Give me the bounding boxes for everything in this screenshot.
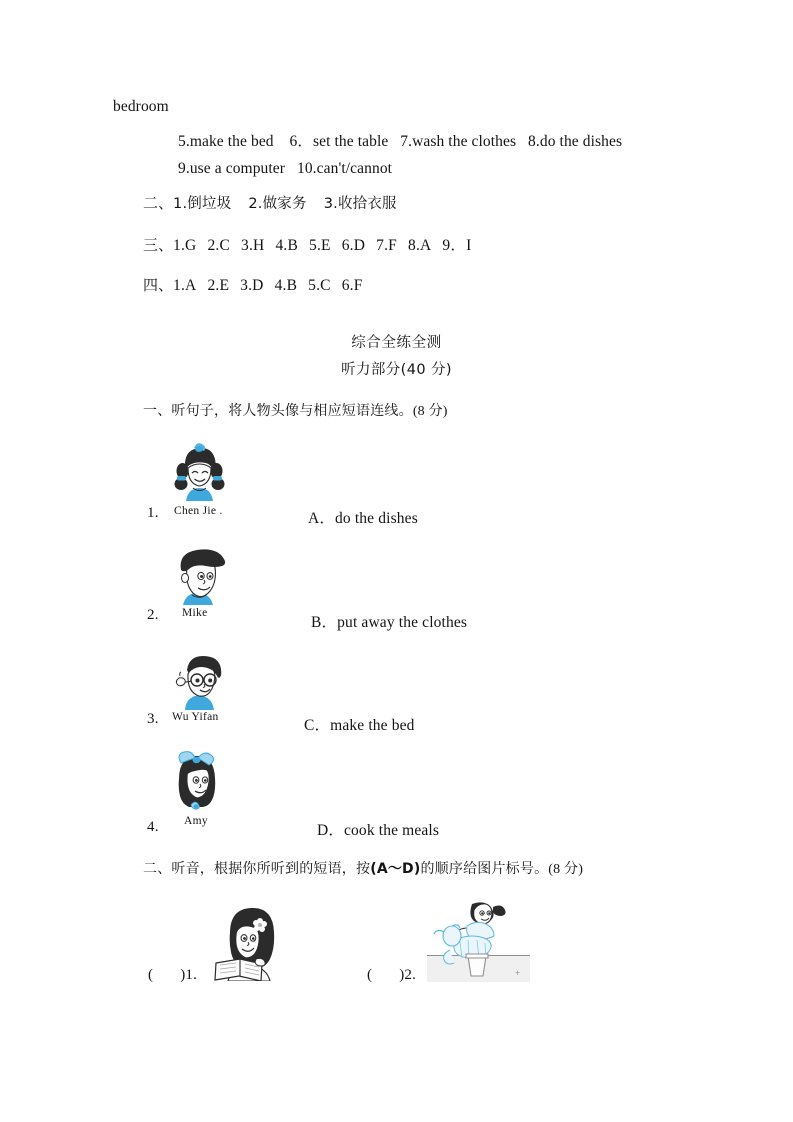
match-item-4-name: Amy bbox=[184, 815, 208, 827]
match-item-3-number: 3. bbox=[147, 711, 159, 727]
answer-slot-1-close-paren: ) bbox=[180, 967, 186, 983]
question-2-prompt bbox=[143, 858, 583, 878]
answer-key-section-2 bbox=[143, 192, 397, 213]
answer-key-continuation-line-1: 5.make the bed 6．set the table 7.wash the clothes 8.do the dishes bbox=[178, 133, 623, 150]
chen-jie-avatar bbox=[172, 441, 227, 501]
test-subtitle: 听力部分(40 分) bbox=[341, 362, 452, 378]
answer-key-section-3-item-5: 5.E bbox=[309, 237, 331, 254]
match-item-4-number: 4. bbox=[147, 819, 159, 835]
match-option-c: C．make the bed bbox=[304, 717, 415, 734]
answer-key-section-4-item-5: 5.C bbox=[308, 277, 331, 294]
answer-key-leading-word: bedroom bbox=[113, 98, 169, 115]
answer-key-section-4-item-1: 1.A bbox=[173, 277, 197, 294]
question-1-prompt bbox=[143, 400, 448, 420]
answer-key-section-4-item-4: 4.B bbox=[274, 277, 298, 294]
question-2-text-a: 听音，根据你所听到的短语，按 bbox=[171, 861, 371, 877]
question-1-text: 听句子，将人物头像与相应短语连线。 bbox=[171, 403, 413, 419]
answer-key-section-2-item-2: 2.做家务 bbox=[248, 196, 307, 212]
match-item-1-number: 1. bbox=[147, 505, 159, 521]
answer-key-section-2-item-1: 1.倒垃圾 bbox=[173, 196, 232, 212]
match-option-a: A．do the dishes bbox=[308, 510, 418, 527]
answer-key-section-3-item-1: 1.G bbox=[173, 237, 197, 254]
answer-key-section-3-item-9: 9．I bbox=[442, 237, 472, 254]
amy-avatar bbox=[168, 749, 224, 811]
girl-reading-book-picture bbox=[208, 903, 286, 981]
answer-key-section-4 bbox=[143, 274, 363, 295]
answer-key-section-3 bbox=[143, 233, 471, 255]
answer-key-section-4-item-3: 3.D bbox=[240, 277, 264, 294]
question-1-points: (8 分) bbox=[412, 404, 448, 419]
question-2-points: (8 分) bbox=[548, 862, 584, 877]
answer-key-section-3-item-4: 4.B bbox=[275, 237, 299, 254]
wu-yifan-avatar bbox=[170, 650, 228, 710]
answer-slot-2-open-paren: ( bbox=[367, 967, 373, 983]
match-item-3-name: Wu Yifan bbox=[172, 711, 219, 723]
answer-key-section-2-item-3: 3.收拾衣服 bbox=[323, 196, 397, 212]
answer-slot-1-number: 1. bbox=[185, 967, 198, 983]
answer-key-section-4-label: 四、 bbox=[143, 276, 174, 294]
answer-key-section-3-label: 三、 bbox=[143, 236, 174, 254]
answer-key-section-4-item-2: 2.E bbox=[207, 277, 230, 294]
question-2-range: (A～D) bbox=[370, 861, 421, 877]
mike-avatar bbox=[170, 545, 228, 605]
answer-key-section-3-item-3: 3.H bbox=[241, 237, 265, 254]
match-item-1-name: Chen Jie . bbox=[174, 505, 223, 517]
match-item-2-name: Mike bbox=[182, 607, 208, 619]
answer-key-section-3-item-6: 6.D bbox=[341, 237, 366, 254]
question-2-text-b: 的顺序给图片标号。 bbox=[420, 861, 549, 877]
answer-key-section-4-item-6: 6.F bbox=[341, 277, 363, 294]
answer-slot-2[interactable] bbox=[367, 967, 416, 984]
question-2-label: 二、 bbox=[143, 861, 172, 877]
answer-key-section-2-label: 二、 bbox=[143, 194, 174, 212]
picture-2-artifact-mark: + bbox=[515, 968, 521, 978]
answer-slot-2-number: 2. bbox=[404, 967, 417, 983]
test-title: 综合全练全测 bbox=[351, 335, 442, 351]
question-1-label: 一、 bbox=[143, 403, 172, 419]
answer-key-section-3-item-2: 2.C bbox=[207, 237, 231, 254]
answer-slot-1-open-paren: ( bbox=[148, 967, 154, 983]
match-option-b: B．put away the clothes bbox=[311, 614, 468, 631]
answer-key-section-3-item-8: 8.A bbox=[408, 237, 432, 254]
answer-slot-2-close-paren: ) bbox=[399, 967, 405, 983]
answer-slot-1[interactable] bbox=[148, 967, 197, 984]
answer-key-continuation-line-2: 9.use a computer 10.can't/cannot bbox=[178, 160, 393, 177]
match-option-d: D．cook the meals bbox=[317, 822, 440, 839]
girl-watering-plant-picture bbox=[432, 898, 521, 978]
match-item-2-number: 2. bbox=[147, 607, 159, 623]
answer-key-section-3-item-7: 7.F bbox=[376, 237, 397, 254]
